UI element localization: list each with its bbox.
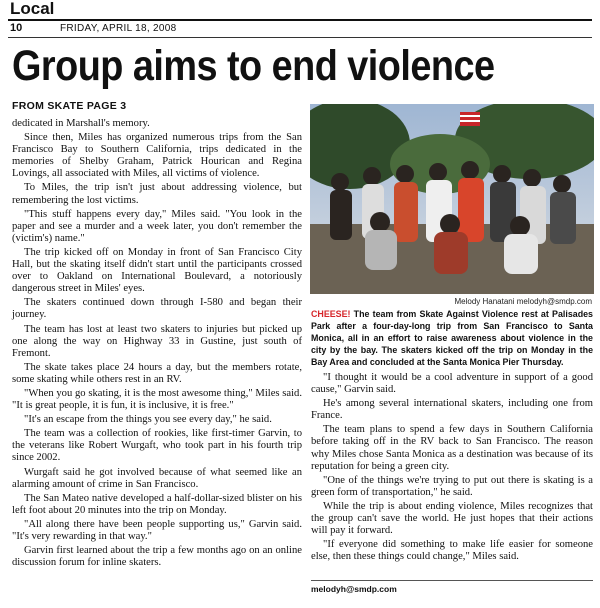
paragraph: "I thought it would be a cool adventure in support of a good cause," Garvin said. bbox=[311, 372, 593, 396]
paragraph: While the trip is about ending violence, Miles recognizes that the group can't save the world. He just hopes that their actions will pay it forward. bbox=[311, 500, 593, 537]
paragraph: dedicated in Marshall's memory. bbox=[12, 118, 150, 129]
masthead-rule bbox=[8, 19, 592, 21]
paragraph: "It's an escape from the things you see every day," he said. bbox=[24, 414, 272, 426]
paragraph: Garvin first learned about the trip a few months ago on an online discussion forum for inline skaters. bbox=[12, 545, 302, 569]
section-flag: Local bbox=[10, 0, 55, 18]
paragraph: He's among several international skaters, including one from France. bbox=[311, 398, 593, 422]
paragraph: Since then, Miles has organized numerous trips from the San Francisco Bay to Southern California, trips dedicated in the memories of Shelby Graham, Patrick Hourican and Regina Lovings, all associated with Miles, all victims of violence. bbox=[12, 132, 302, 180]
paragraph: "All along there have been people supporting us," Garvin said. "It's very rewarding in that way." bbox=[12, 518, 302, 542]
page-number: 10 bbox=[10, 22, 23, 34]
caption-text: The team from Skate Against Violence rest at Palisades Park after a four-day-long trip from San Francisco to Santa Monica, all in an effort to raise awareness about violence in the city by the bay. The skaters kicked off the trip on Monday in the Bay Area and concluded at the Santa Monica Pier Thursday. bbox=[311, 309, 593, 367]
paragraph: "When you go skating, it is the most awesome thing," Miles said. "It is great people, it is fun, it is inclusive, it is free." bbox=[12, 387, 302, 412]
paragraph: To Miles, the trip isn't just about addressing violence, but remembering the lost victims. bbox=[12, 182, 302, 206]
dateline: FRIDAY, APRIL 18, 2008 bbox=[60, 23, 177, 34]
paragraph: The skaters continued down through I-580 and began their journey. bbox=[12, 297, 302, 321]
group-photo bbox=[310, 104, 594, 294]
email-rule bbox=[311, 580, 593, 581]
right-column bbox=[311, 372, 593, 565]
jump-line: FROM SKATE PAGE 3 bbox=[12, 100, 127, 112]
author-email[interactable]: melodyh@smdp.com bbox=[311, 584, 397, 594]
paragraph: "This stuff happens every day," Miles said. "You look in the paper and see a murder and a week later, you don't remember the (victim's) name." bbox=[12, 208, 302, 244]
paragraph: The San Mateo native developed a half-dollar-sized blister on his left foot about 20 minutes into the trip on Monday. bbox=[12, 492, 302, 516]
paragraph: The trip kicked off on Monday in front of San Francisco City Hall, but the skating itself didn't start until the participants crossed over to Oakland on International Boulevard, a notoriously dangerous street in Miles' eyes. bbox=[12, 246, 302, 295]
group-photo-illustration bbox=[310, 104, 594, 294]
paragraph: The skate takes place 24 hours a day, but the members rotate, some skating while others rest in an RV. bbox=[12, 361, 302, 385]
paragraph: The team has lost at least two skaters to injuries but picked up one along the way on Highway 33 in Gustine, just south of Fremont. bbox=[12, 323, 302, 359]
paragraph: The team plans to spend a few days in Southern California before taking off in the RV back to San Francisco. The reason why Miles chose Santa Monica as a destination was because of its reputation for being a green city. bbox=[311, 424, 593, 472]
paragraph: "If everyone did something to make life easier for someone else, then these things could change," Miles said. bbox=[311, 539, 593, 563]
left-column bbox=[12, 118, 302, 571]
dateline-rule bbox=[8, 37, 592, 38]
photo-caption bbox=[311, 308, 593, 368]
photo-credit: Melody Hanatani melodyh@smdp.com bbox=[454, 297, 592, 306]
caption-kicker: CHEESE! bbox=[311, 309, 351, 319]
paragraph: Wurgaft said he got involved because of what seemed like an alarming amount of crime in San Francisco. bbox=[12, 466, 302, 490]
paragraph: "One of the things we're trying to put out there is skating is a green form of transportation," he said. bbox=[311, 474, 593, 498]
headline: Group aims to end violence bbox=[12, 42, 495, 90]
paragraph: The team was a collection of rookies, like first-timer Garvin, to the veterans like Robert Wurgaft, who took part in his fourth trip since 2002. bbox=[12, 428, 302, 464]
